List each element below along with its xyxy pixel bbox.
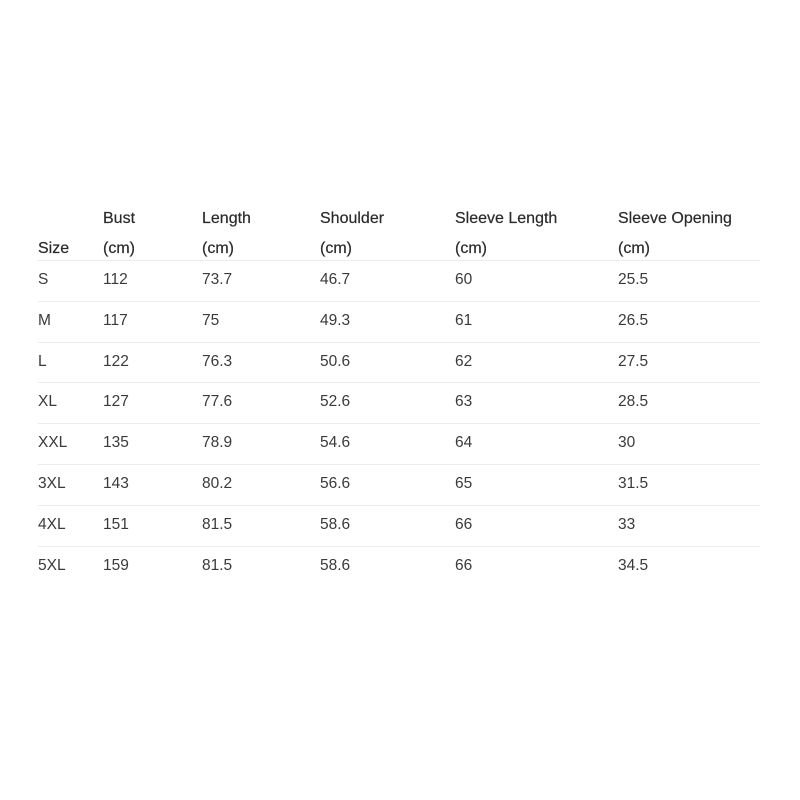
sleeve-length-cell: 60 [455,271,473,288]
sleeve-opening-cell: 30 [618,434,636,452]
sleeve-length-cell: 66 [455,556,473,574]
header-sleeve-length: Sleeve Length (cm) [455,210,558,257]
shoulder-cell: 58.6 [320,515,351,533]
row-divider [38,342,760,343]
sleeve-opening-cell: 25.5 [618,271,649,288]
length-cell: 81.5 [202,515,233,533]
shoulder-cell: 49.3 [320,311,351,329]
row-divider [38,423,760,424]
bust-cell: 117 [103,311,128,329]
header-length: Length (cm) [202,210,251,257]
sleeve-opening-cell: 27.5 [618,352,649,370]
size-cell: XXL [38,434,68,452]
row-divider [38,464,760,465]
bust-cell: 143 [103,474,129,492]
sleeve-length-cell: 63 [455,393,473,411]
length-cell: 80.2 [202,474,233,492]
size-cell: 3XL [38,474,66,492]
header-bust: Bust (cm) [103,210,136,257]
size-cell: L [38,352,47,370]
shoulder-cell: 50.6 [320,352,351,370]
table-row [38,546,760,587]
length-cell: 78.9 [202,434,233,452]
size-cell: XL [38,393,57,411]
bust-cell: 151 [103,515,129,533]
sleeve-length-cell: 64 [455,434,473,452]
sleeve-opening-cell: 28.5 [618,393,649,411]
header-shoulder: Shoulder (cm) [320,210,385,257]
table-row [38,260,760,301]
length-cell: 81.5 [202,556,233,574]
row-divider [38,546,760,547]
table-header-row [38,198,760,260]
shoulder-cell: 52.6 [320,393,351,411]
row-divider [38,505,760,506]
table-row [38,382,760,423]
length-cell: 76.3 [202,352,233,370]
length-cell: 75 [202,311,220,329]
sleeve-length-cell: 66 [455,515,473,533]
sleeve-opening-cell: 31.5 [618,474,649,492]
header-sleeve-opening: Sleeve Opening (cm) [618,210,732,257]
header-size: Size [38,240,70,257]
shoulder-cell: 56.6 [320,474,351,492]
table-row [38,464,760,505]
table-row [38,301,760,342]
table-row [38,505,760,546]
sleeve-opening-cell: 34.5 [618,556,649,574]
length-cell: 77.6 [202,393,233,411]
sleeve-opening-cell: 26.5 [618,311,649,329]
bust-cell: 112 [103,271,128,288]
row-divider [38,301,760,302]
row-divider [38,382,760,383]
sleeve-length-cell: 61 [455,311,473,329]
size-cell: S [38,271,49,288]
size-chart-table [38,198,760,586]
bust-cell: 122 [103,352,129,370]
shoulder-cell: 46.7 [320,271,351,288]
sleeve-length-cell: 65 [455,474,473,492]
size-cell: 4XL [38,515,66,533]
length-cell: 73.7 [202,271,233,288]
bust-cell: 159 [103,556,129,574]
bust-cell: 127 [103,393,129,411]
shoulder-cell: 54.6 [320,434,351,452]
bust-cell: 135 [103,434,129,452]
shoulder-cell: 58.6 [320,556,351,574]
table-row [38,342,760,383]
sleeve-opening-cell: 33 [618,515,636,533]
row-divider [38,260,760,261]
size-cell: 5XL [38,556,66,574]
table-row [38,423,760,464]
sleeve-length-cell: 62 [455,352,473,370]
size-cell: M [38,311,51,329]
